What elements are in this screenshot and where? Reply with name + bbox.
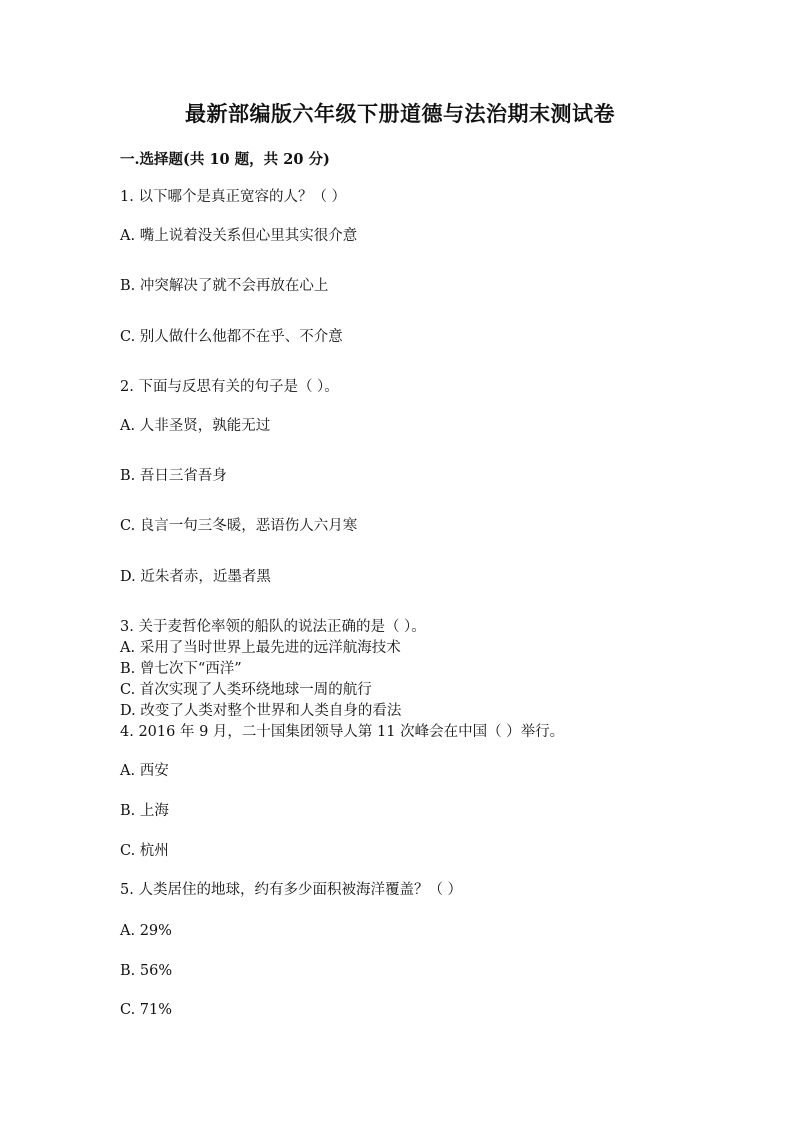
question-4-option-c: C. 杭州 xyxy=(120,843,169,859)
question-3-stem: 3. 关于麦哲伦率领的船队的说法正确的是（ ）。 xyxy=(120,619,426,635)
question-1-stem: 1. 以下哪个是真正宽容的人？（ ） xyxy=(120,189,347,205)
question-4-stem: 4. 2016 年 9 月，二十国集团领导人第 11 次峰会在中国（ ）举行。 xyxy=(120,724,565,740)
question-3-option-a: A. 采用了当时世界上最先进的远洋航海技术 xyxy=(120,640,401,656)
question-4-option-a: A. 西安 xyxy=(120,763,169,779)
question-1-option-b: B. 冲突解决了就不会再放在心上 xyxy=(120,278,329,294)
question-2-option-b: B. 吾日三省吾身 xyxy=(120,468,227,484)
question-5-option-b: B. 56% xyxy=(120,963,173,979)
question-4-option-b: B. 上海 xyxy=(120,803,169,819)
question-3-option-d: D. 改变了人类对整个世界和人类自身的看法 xyxy=(120,703,402,719)
question-1-option-a: A. 嘴上说着没关系但心里其实很介意 xyxy=(120,228,358,244)
section-heading: 一.选择题(共 10 题，共 20 分) xyxy=(120,151,330,168)
question-5-stem: 5. 人类居住的地球，约有多少面积被海洋覆盖？（ ） xyxy=(120,882,463,898)
question-2-option-d: D. 近朱者赤，近墨者黑 xyxy=(120,569,271,585)
exam-title: 最新部编版六年级下册道德与法治期末测试卷 xyxy=(185,101,615,126)
question-2-option-a: A. 人非圣贤，孰能无过 xyxy=(120,418,271,434)
question-3-option-c: C. 首次实现了人类环绕地球一周的航行 xyxy=(120,682,372,698)
question-5-option-c: C. 71% xyxy=(120,1002,173,1018)
question-1-option-c: C. 别人做什么他都不在乎、不介意 xyxy=(120,329,343,345)
question-3-option-b: B. 曾七次下“西洋” xyxy=(120,661,242,677)
question-2-option-c: C. 良言一句三冬暖，恶语伤人六月寒 xyxy=(120,518,358,534)
question-5-option-a: A. 29% xyxy=(120,923,172,939)
question-2-stem: 2. 下面与反思有关的句子是（ ）。 xyxy=(120,379,339,395)
